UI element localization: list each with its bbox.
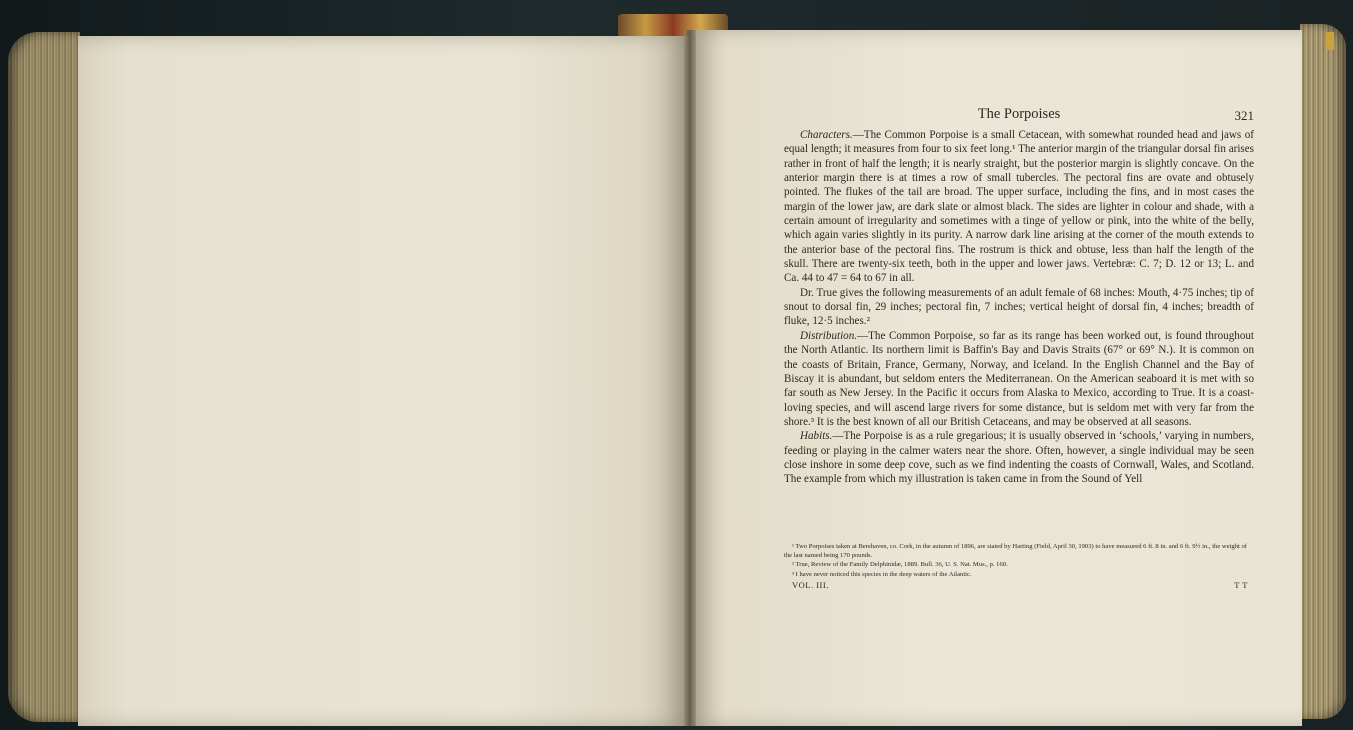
paragraph-body: —The Common Porpoise, so far as its range has been worked out, is found throughout the North Atlantic. Its northern limit is Baffin's Bay and Davis Straits (67° or 69° N.). It is common on the coasts of Britain, France, Germany, Norway, and Iceland. In the English Channel and the Bay of Biscay it is abundant, but seldom enters the Mediterranean. On the American seaboard it is met with so far south as New Jersey. In the Pacific it occurs from Alaska to Mexico, according to True. It is a coast-loving species, and will ascend large rivers for some distance, but is seldom met with very far from the shore.³ It is the best known of all our British Cetaceans, and may be observed at all seasons.: [784, 329, 1254, 428]
page-marker-tab: [1326, 32, 1334, 50]
page-number: 321: [1234, 108, 1254, 123]
running-head: [784, 106, 1254, 126]
running-title: The Porpoises: [977, 106, 1061, 122]
left-page-blank: [78, 36, 690, 726]
footnote-3: ³ I have never noticed this species in the deep waters of the Atlantic.: [792, 570, 972, 578]
book-gutter: [684, 30, 696, 726]
signature-line: [784, 580, 1254, 592]
right-page-edges: [1300, 24, 1346, 719]
paragraph-characters: [784, 128, 1254, 286]
paragraph-body: —The Common Porpoise is a small Cetacean, with somewhat rounded head and jaws of equal length; it measures from four to six feet long.¹ The anterior margin of the triangular dorsal fin arises rather in front of half the length; it is nearly straight, but the posterior margin is slightly concave. On the anterior margin there is at times a row of small tubercles. The pectoral fins are ovate and obtusely pointed. The flukes of the tail are broad. The upper surface, including the fins, and in most cases the margin of the lower jaw, are dark slate or almost black. The sides are lighter in colour and shade, with a certain amount of irregularity and sometimes with a tinge of yellow or pink, into the white of the belly, which again varies slightly in its purity. A narrow dark line arising at the corner of the mouth extends to the anterior base of the pectoral fins. The rostrum is thick and obtuse, less than half the length of the skull. There are twenty-six teeth, both in the upper and lower jaws. Vertebræ: C. 7; D. 12 or 13; L. and Ca. 44 to 47 = 64 to 67 in all.: [784, 129, 1254, 285]
paragraph-measurements: [784, 286, 1254, 329]
body-text: [784, 128, 1254, 487]
paragraph-body: Dr. True gives the following measurements of an adult female of 68 inches: Mouth, 4·75 inches; tip of snout to dorsal fin, 29 inches; pectoral fin, 7 inches; vertical height of dorsal fin, 4 inches; breadth of fluke, 12·5 inches.²: [784, 286, 1254, 328]
footnote-2: ² True, Review of the Family Delphinidæ, 1889. Bull. 36, U. S. Nat. Mus., p. 160.: [792, 561, 1008, 569]
paragraph-heading: Distribution.: [800, 329, 858, 342]
footnotes: [784, 542, 1254, 579]
paragraph-body: —The Porpoise is as a rule gregarious; it is usually observed in ‘schools,’ varying in numbers, feeding or playing in the calmer waters near the shore. Often, however, a single individual may be seen close inshore in some deep cove, such as we find indenting the coasts of Cornwall, Wales, and Scotland. The example from which my illustration is taken came in from the Sound of Yell: [784, 430, 1254, 486]
left-page-edges: [8, 32, 80, 722]
volume-label: VOL. III.: [792, 580, 829, 590]
printer-signature: T T: [1234, 580, 1248, 590]
paragraph-heading: Habits.: [800, 430, 833, 443]
paragraph-heading: Characters.: [800, 129, 853, 141]
footnote-1: ¹ Two Porpoises taken at Berehaven, co. Cork, in the autumn of 1896, are stated by Harting (Field, April 30, 1903) to have measured 6 ft. 8 in. and 6 ft. 9½ in., the weight of the last named being 170 pounds.: [784, 543, 1247, 560]
paragraph-habits: [784, 429, 1254, 486]
paragraph-distribution: [784, 329, 1254, 429]
